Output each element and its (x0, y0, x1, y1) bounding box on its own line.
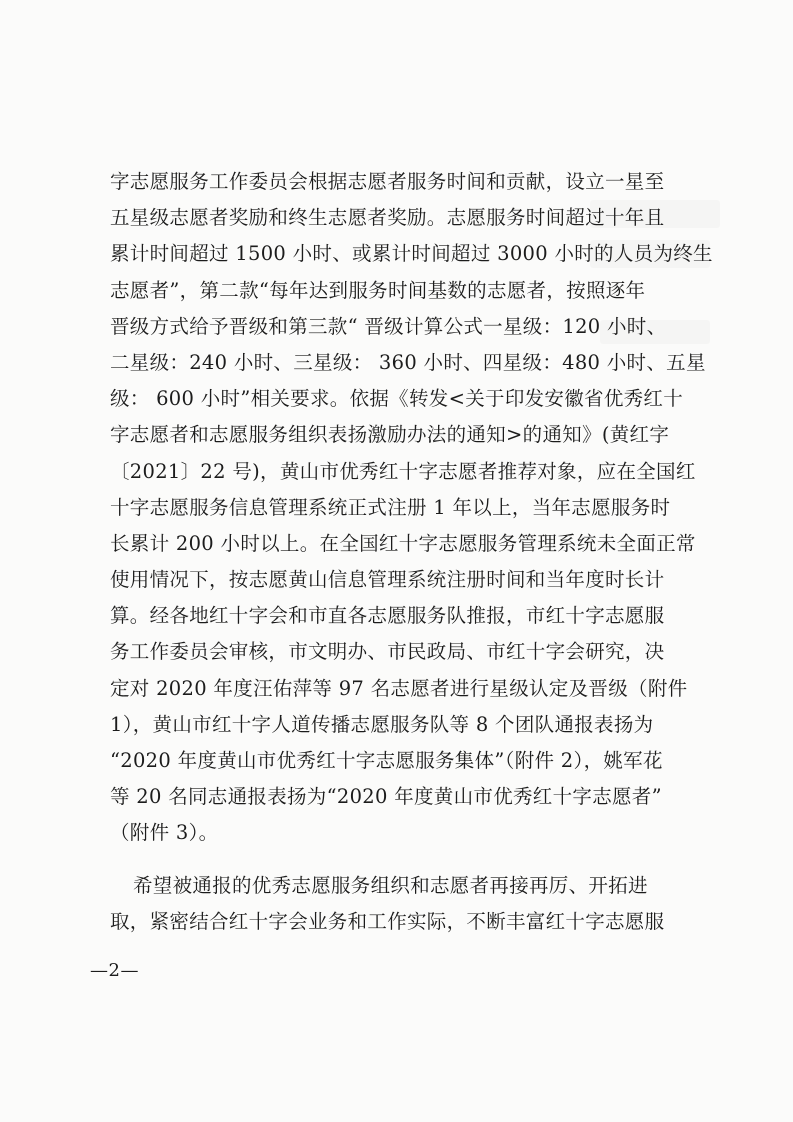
body-line: 字志愿服务工作委员会根据志愿者服务时间和贡献，设立一星至 (110, 170, 665, 193)
body-line: 字志愿者和志愿服务组织表扬激励办法的通知>的通知》(黄红字 (110, 423, 670, 447)
body-line: 使用情况下，按志愿黄山信息管理系统注册时间和当年度时长计 (110, 568, 665, 592)
body-line: 长累计 200 小时以上。在全国红十字志愿服务管理系统未全面正常 (110, 531, 696, 555)
body-line: 等 20 名同志通报表扬为“2020 年度黄山市优秀红十字志愿者” (110, 785, 662, 809)
body-line: 〔2021〕22 号)，黄山市优秀红十字志愿者推荐对象，应在全国红 (110, 459, 696, 483)
body-line: 十字志愿服务信息管理系统正式注册 1 年以上，当年志愿服务时 (110, 495, 671, 519)
body-line: 五星级志愿者奖励和终生志愿者奖励。志愿服务时间超过十年且 (110, 206, 665, 230)
body-line: 志愿者”，第二款“每年达到服务时间基数的志愿者，按照逐年 (110, 278, 646, 302)
body-line: 晋级方式给予晋级和第三款“ 晋级计算公式一星级：120 小时、 (110, 314, 667, 338)
body-line: 务工作委员会审核，市文明办、市民政局、市红十字会研究，决 (110, 640, 665, 664)
page-number: —2— (90, 960, 139, 981)
closing-paragraph-line: 希望被通报的优秀志愿服务组织和志愿者再接再厉、开拓进 (133, 873, 648, 897)
body-line: “2020 年度黄山市优秀红十字志愿服务集体”（附件 2），姚军花 (110, 749, 663, 772)
body-line: 二星级：240 小时、三星级： 360 小时、四星级：480 小时、五星 (110, 350, 706, 374)
body-line: 级： 600 小时”相关要求。依据《转发<关于印发安徽省优秀红十 (110, 387, 684, 411)
body-line: 算。经各地红十字会和市直各志愿服务队推报，市红十字志愿服 (110, 604, 665, 628)
body-line: （附件 3）。 (110, 821, 219, 845)
document-body (110, 164, 713, 940)
body-line: 1），黄山市红十字人道传播志愿服务队等 8 个团队通报表扬为 (110, 712, 654, 736)
body-line: 定对 2020 年度汪佑萍等 97 名志愿者进行星级认定及晋级（附件 (110, 676, 688, 700)
body-line: 累计时间超过 1500 小时、或累计时间超过 3000 小时的人员为终生 (110, 242, 713, 266)
closing-paragraph-line: 取，紧密结合红十字会业务和工作实际，不断丰富红十字志愿服 (110, 909, 665, 933)
